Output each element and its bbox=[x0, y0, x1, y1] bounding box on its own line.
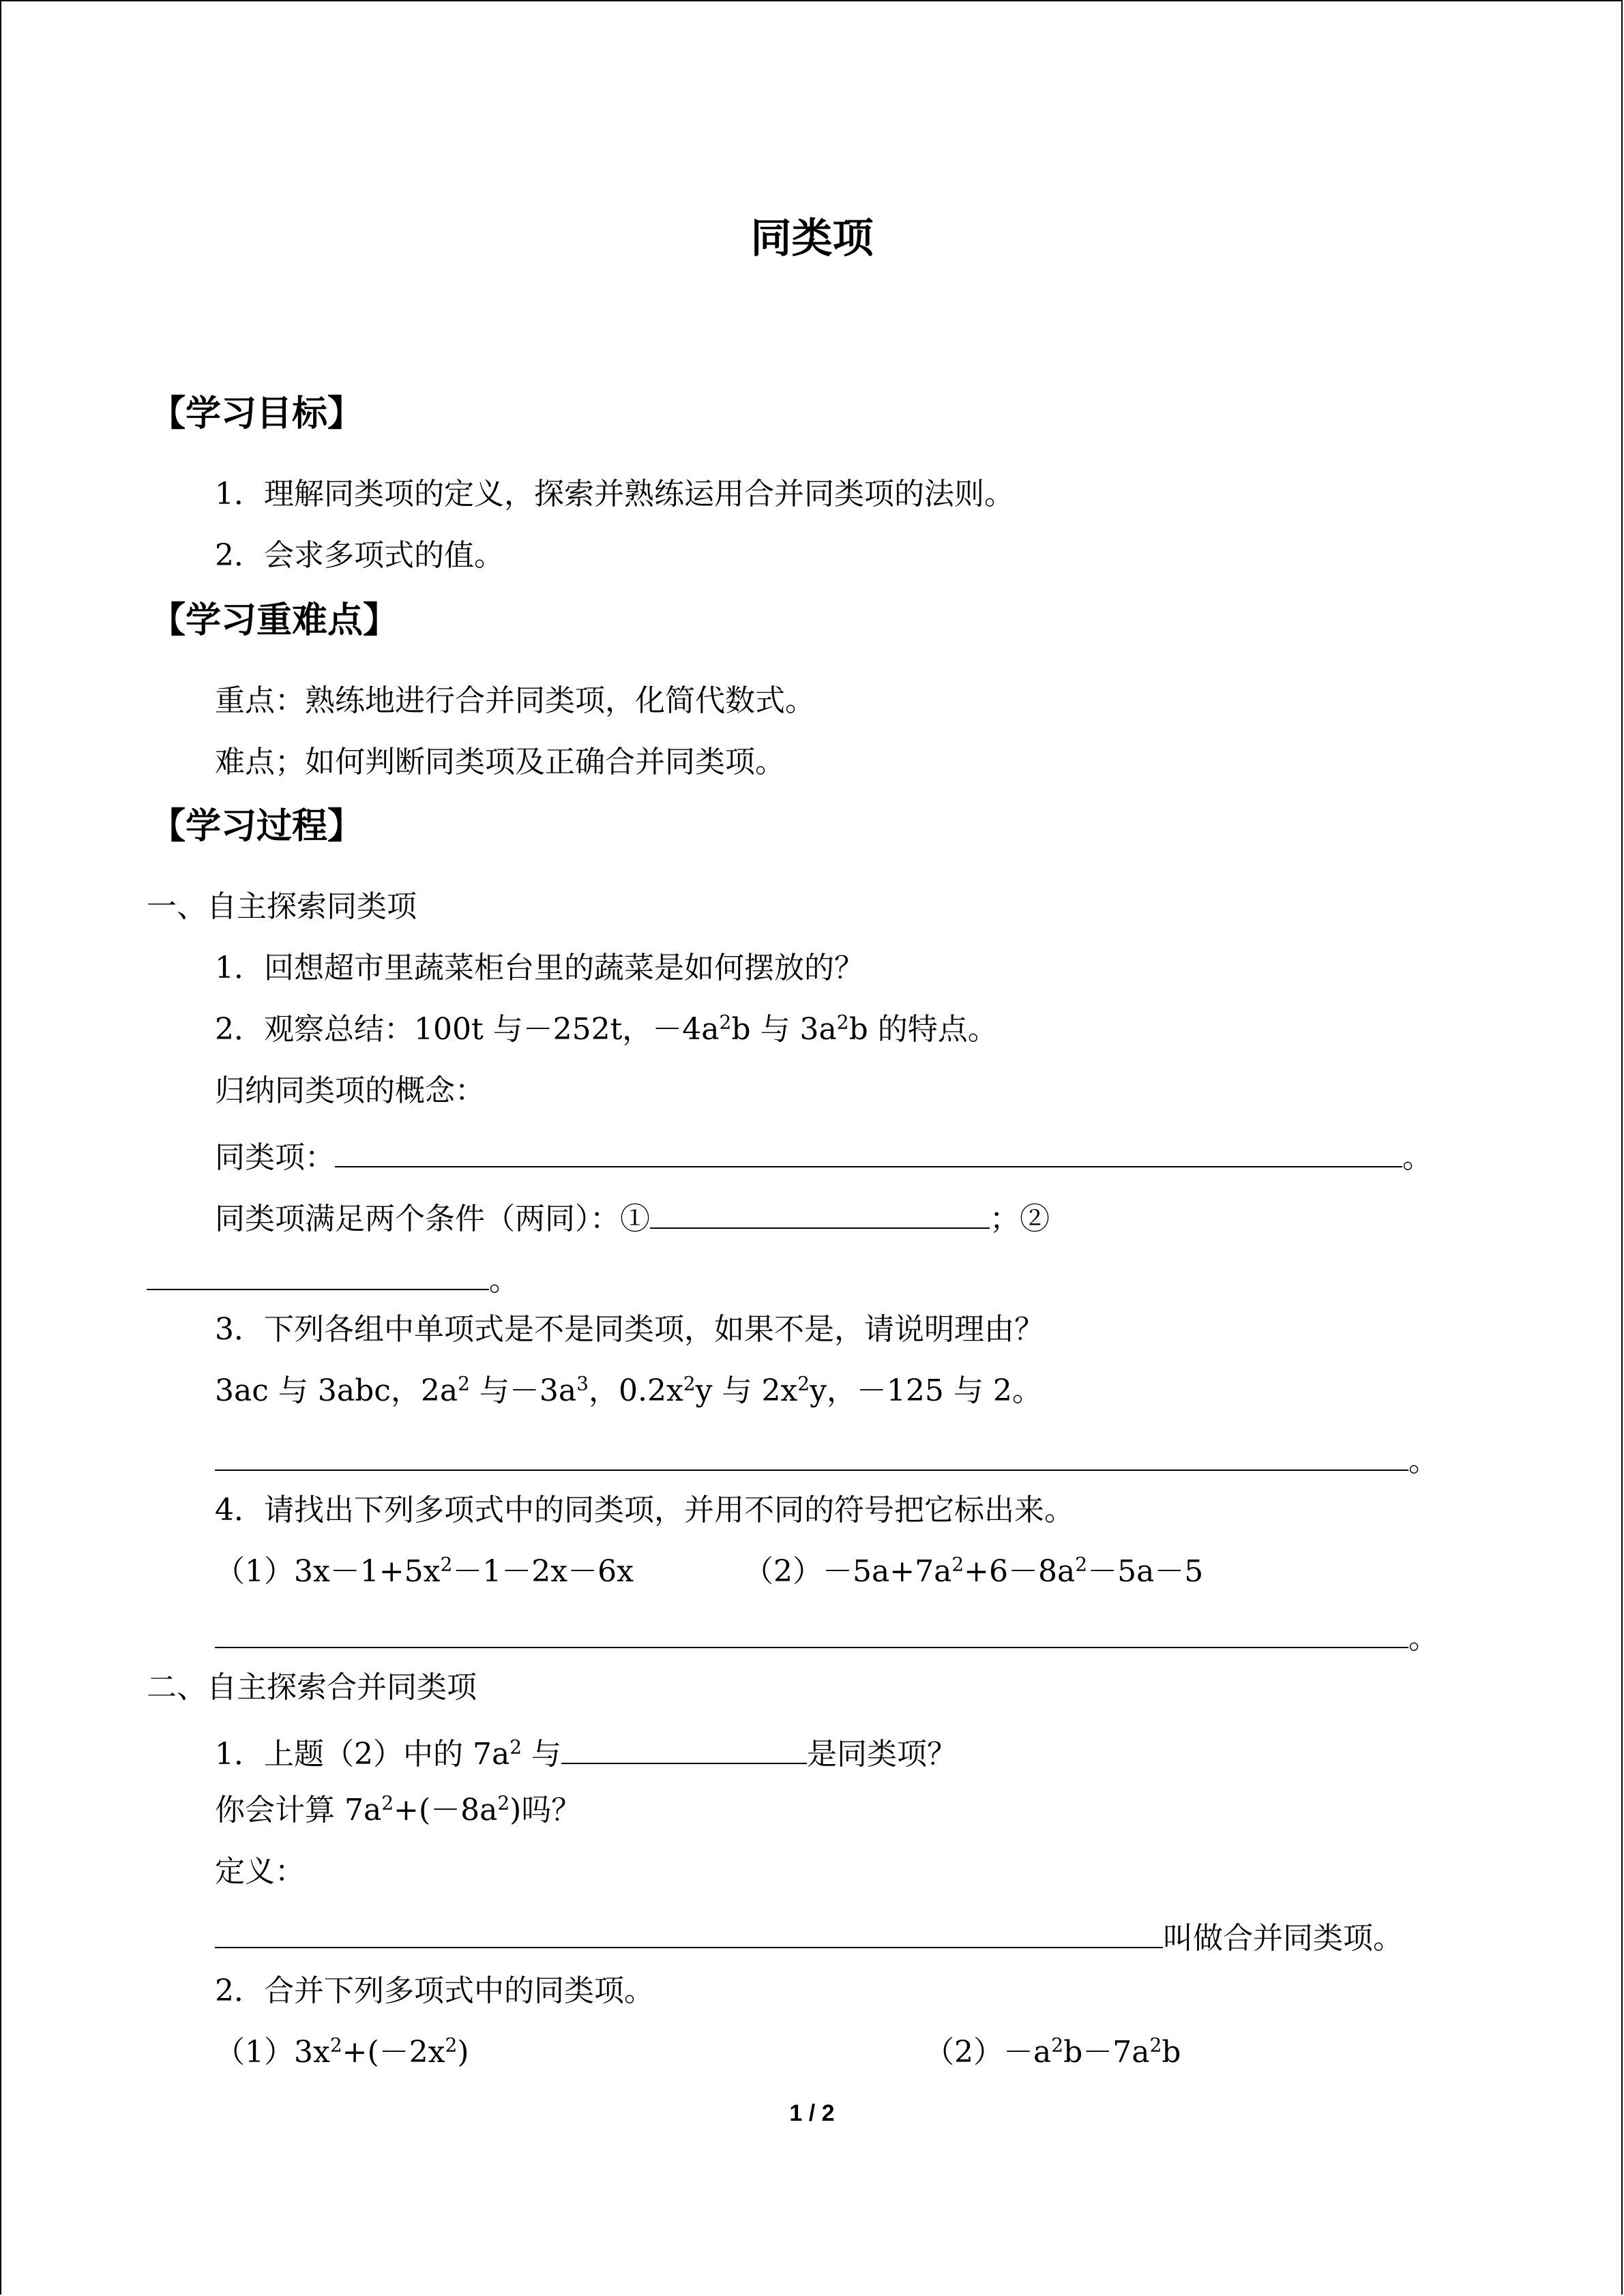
definition-blank[interactable] bbox=[335, 1132, 1402, 1167]
section-process: 【学习过程】 bbox=[150, 806, 364, 847]
part1-q2: 2．观察总结：100t 与－252t，$-4a^2b$ 与 $3a^2b$ 的特点。 bbox=[215, 1011, 998, 1047]
part1-q4: 4．请找出下列多项式中的同类项，并用不同的符号把它标出来。 bbox=[215, 1493, 1074, 1527]
part2-q2-1: $(1)3x^2+(-2x^2)$ bbox=[215, 2033, 469, 2070]
part1-q4-answer: 。 bbox=[215, 1613, 1438, 1659]
part1-q4-2: $(2)-5a+7a^2+6-8a^2-5a-5$ bbox=[743, 1553, 1204, 1589]
part1-q1: 1．回想超市里蔬菜柜台里的蔬菜是如何摆放的？ bbox=[215, 951, 864, 985]
part1-q3-answer: 。 bbox=[215, 1435, 1438, 1482]
part2-def-label: 定义： bbox=[215, 1854, 305, 1889]
condition-2-blank[interactable] bbox=[147, 1255, 489, 1290]
keypoint-hard: 难点；如何判断同类项及正确合并同类项。 bbox=[215, 745, 785, 779]
part1-definition: 同类项： 。 bbox=[215, 1132, 1432, 1178]
page-title: 同类项 bbox=[750, 215, 874, 263]
part2-q1: 1．上题（2）中的 $7a^2$ 与 是同类项？ bbox=[215, 1729, 957, 1775]
condition-1-blank[interactable] bbox=[650, 1193, 990, 1229]
part2-q2: 2．合并下列多项式中的同类项。 bbox=[215, 1973, 654, 2008]
part1-conditions: 同类项满足两个条件（两同）：① ；② bbox=[215, 1193, 1050, 1240]
part2-q2-2: $(2)-a^2b-7a^2b$ bbox=[924, 2033, 1181, 2070]
part1-heading: 一、自主探索同类项 bbox=[147, 889, 417, 924]
goal-2: 2．会求多项式的值。 bbox=[215, 538, 504, 573]
page-number: 1 / 2 bbox=[789, 2100, 835, 2126]
part1-q3-items: 3ac 与 3abc，$2a^2$ 与$-3a^3$，$0.2x^2y$ 与 $2x^2y$，－125 与 2。 bbox=[215, 1372, 1042, 1408]
part1-induce: 归纳同类项的概念： bbox=[215, 1073, 485, 1108]
part2-calc: 你会计算 $7a^2+(-8a^2)$吗？ bbox=[215, 1791, 582, 1828]
part1-q3: 3．下列各组中单项式是不是同类项，如果不是，请说明理由？ bbox=[215, 1312, 1044, 1347]
part1-q4-1: $(1)3x-1+5x^2-1-2x-6x$ bbox=[215, 1553, 634, 1589]
part2-heading: 二、自主探索合并同类项 bbox=[147, 1670, 477, 1705]
goal-1: 1．理解同类项的定义，探索并熟练运用合并同类项的法则。 bbox=[215, 477, 1014, 511]
part2-def-line: 叫做合并同类项。 bbox=[215, 1913, 1403, 1959]
section-keypoints: 【学习重难点】 bbox=[150, 600, 399, 641]
keypoint-key: 重点：熟练地进行合并同类项，化简代数式。 bbox=[215, 683, 815, 718]
q4-answer-blank[interactable] bbox=[215, 1613, 1408, 1648]
combine-definition-blank[interactable] bbox=[215, 1913, 1163, 1948]
q3-answer-blank[interactable] bbox=[215, 1435, 1408, 1471]
part1-conditions-cont: 。 bbox=[147, 1255, 519, 1301]
like-term-blank[interactable] bbox=[561, 1729, 807, 1764]
section-goals: 【学习目标】 bbox=[150, 393, 364, 434]
